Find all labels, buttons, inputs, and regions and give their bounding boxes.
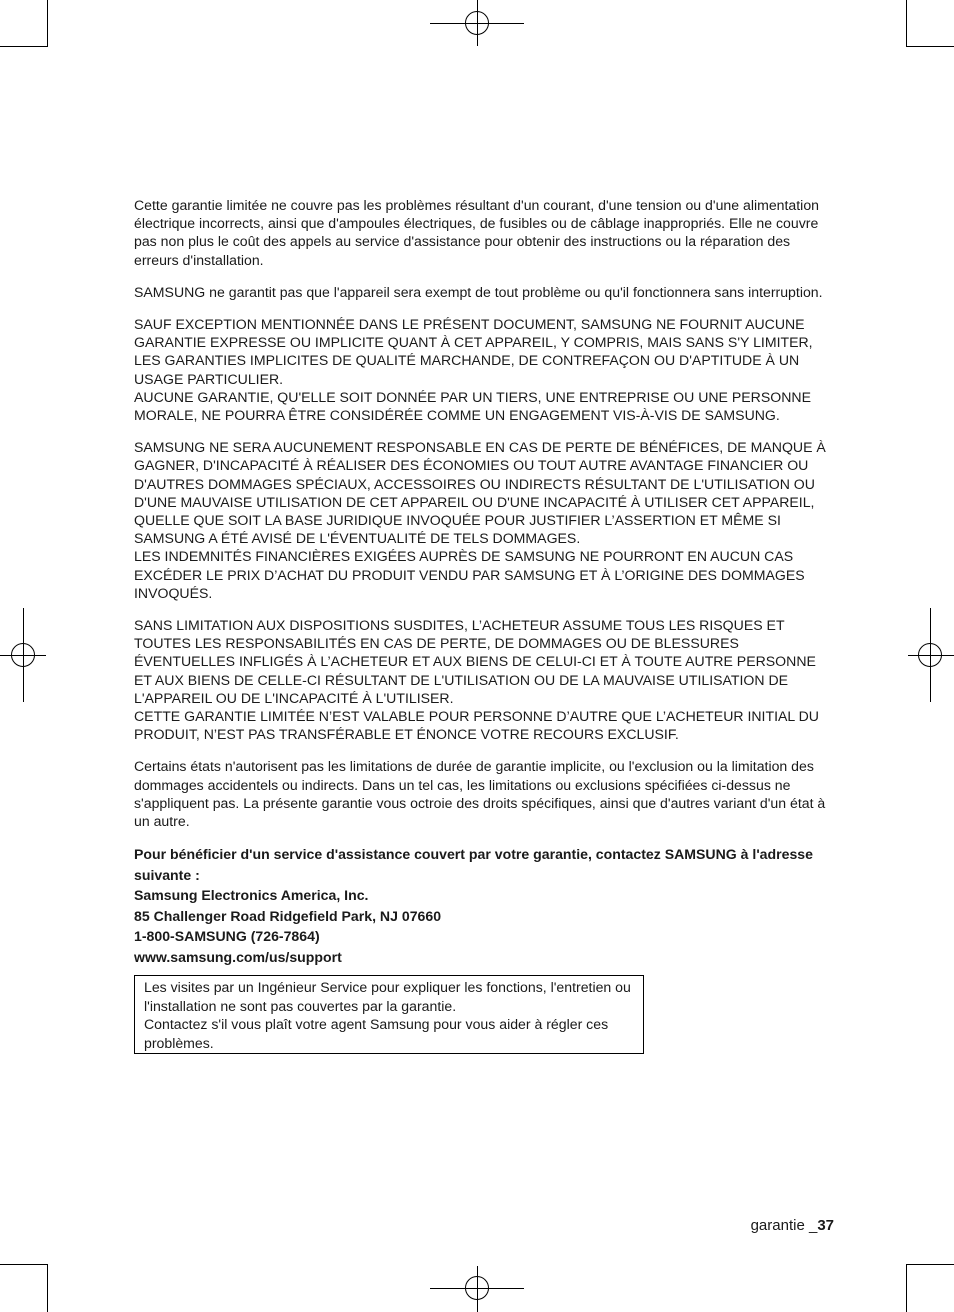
warranty-content xyxy=(134,196,836,1054)
notice-line-1: Les visites par un Ingénieur Service pour expliquer les fonctions, l'entretien ou l'installation ne sont pas couvertes par la garantie. xyxy=(144,979,631,1014)
paragraph-no-interruption: SAMSUNG ne garantit pas que l'appareil sera exempt de tout problème ou qu'il fonctionnera sans interruption. xyxy=(134,283,823,300)
paragraph-power-exclusion: Cette garantie limitée ne couvre pas les problèmes résultant d'un courant, d'une tension ou d'une alimentation électrique incorrects, ainsi que d'ampoules électriques, de fusibles ou de câblage inappropriés. Elle ne couvre pas non plus le coût des appels au service d'assistance pour obtenir des instructions ou la réparation des erreurs d'installation. xyxy=(134,197,819,268)
contact-website: www.samsung.com/us/support xyxy=(134,948,342,965)
page-number: 37 xyxy=(817,1217,834,1234)
paragraph-no-express-warranty: SAUF EXCEPTION MENTIONNÉE DANS LE PRÉSENT DOCUMENT, SAMSUNG NE FOURNIT AUCUNE GARANTIE EXPRESSE OU IMPLICITE QUANT À CET APPAREIL, Y COMPRIS, MAIS SANS S'Y LIMITER, LES GARANTIES IMPLICITES DE QUALITÉ MARCHANDE, DE CONTREFAÇON OU D'APTITUDE À UN USAGE PARTICULIER. xyxy=(134,316,813,387)
paragraph-third-party: AUCUNE GARANTIE, QU'ELLE SOIT DONNÉE PAR UN TIERS, UNE ENTREPRISE OU UNE PERSONNE MORALE, NE POURRA ÊTRE CONSIDÉRÉE COMME UN ENGAGEMENT VIS-À-VIS DE SAMSUNG. xyxy=(134,388,811,424)
paragraph-buyer-risk: SANS LIMITATION AUX DISPOSITIONS SUSDITES, L’ACHETEUR ASSUME TOUS LES RISQUES ET TOUTES LES RESPONSABILITÉS EN CAS DE PERTE, DE DOMMAGES OU DE BLESSURES ÉVENTUELLES INFLIGÉS À L’ACHETEUR ET AUX BIENS DE CELUI-CI ET À TOUTE AUTRE PERSONNE ET AUX BIENS DE CELLE-CI RÉSULTANT DE L'UTILISATION OU DE LA MAUVAISE UTILISATION DE L'APPAREIL OU DE L'INCAPACITÉ À L'UTILISER. xyxy=(134,617,816,706)
page-footer xyxy=(751,1217,834,1234)
notice-box xyxy=(134,975,644,1054)
contact-company: Samsung Electronics America, Inc. xyxy=(134,887,369,904)
paragraph-non-transferable: CETTE GARANTIE LIMITÉE N’EST VALABLE POUR PERSONNE D’AUTRE QUE L’ACHETEUR INITIAL DU PRODUIT, N’EST PAS TRANSFÉRABLE ET ÉNONCE VOTRE RECOURS EXCLUSIF. xyxy=(134,708,819,743)
contact-intro: Pour bénéficier d'un service d'assistance couvert par votre garantie, contactez SAMSUNG à l'adresse suivante : xyxy=(134,846,813,883)
contact-address: 85 Challenger Road Ridgefield Park, NJ 07660 xyxy=(134,907,442,924)
contact-phone: 1-800-SAMSUNG (726-7864) xyxy=(134,928,320,945)
paragraph-state-rights: Certains états n'autorisent pas les limitations de durée de garantie implicite, ou l'exclusion ou la limitation des dommages accidentels ou indirects. Dans un tel cas, les limitations ou exclusions spécifiées ci-dessus ne s'appliquent pas. La présente garantie vous octroie des droits spécifiques, ainsi que d'autres variant d'un état à un autre. xyxy=(134,758,826,830)
footer-section: garantie _ xyxy=(750,1217,818,1234)
paragraph-indemnity: LES INDEMNITÉS FINANCIÈRES EXIGÉES AUPRÈS DE SAMSUNG NE POURRONT EN AUCUN CAS EXCÉDER LE PRIX D’ACHAT DU PRODUIT VENDU PAR SAMSUNG ET À L’ORIGINE DES DOMMAGES INVOQUÉS. xyxy=(134,548,805,601)
notice-line-2: Contactez s'il vous plaît votre agent Samsung pour vous aider à régler ces problèmes. xyxy=(144,1016,609,1051)
paragraph-liability: SAMSUNG NE SERA AUCUNEMENT RESPONSABLE EN CAS DE PERTE DE BÉNÉFICES, DE MANQUE À GAGNER, D'INCAPACITÉ À RÉALISER DES ÉCONOMIES OU TOUT AUTRE AVANTAGE FINANCIER OU D'AUTRES DOMMAGES SPÉCIAUX, ACCESSOIRES OU INDIRECTS RÉSULTANT DE L'UTILISATION OU D'UNE MAUVAISE UTILISATION DE CET APPAREIL OU D'UNE INCAPACITÉ À UTILISER CET APPAREIL, QUELLE QUE SOIT LA BASE JURIDIQUE INVOQUÉE POUR JUSTIFIER L’ASSERTION ET MÊME SI SAMSUNG A ÉTÉ AVISÉ DE L'ÉVENTUALITÉ DE TELS DOMMAGES. xyxy=(134,439,826,547)
contact-block xyxy=(134,844,836,967)
